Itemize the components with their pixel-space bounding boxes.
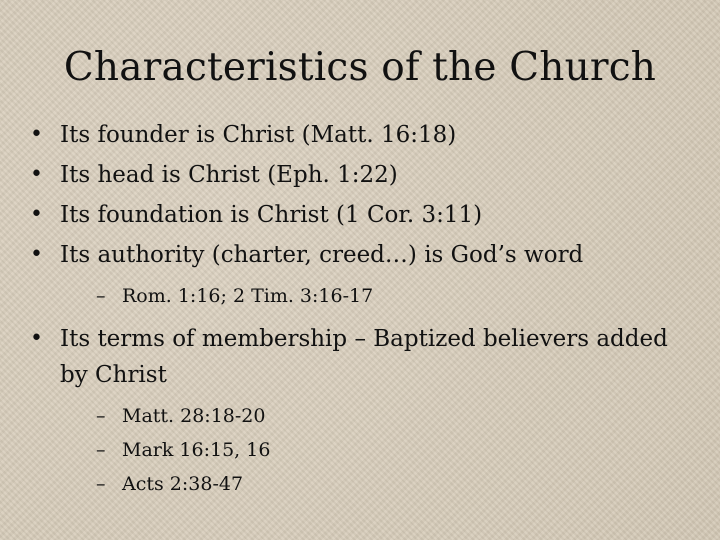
- bullet-text: Its head is Christ (Eph. 1:22): [60, 162, 398, 188]
- sub-item-text: Acts 2:38-47: [122, 473, 244, 495]
- sub-item: [60, 467, 690, 501]
- sub-item-text: Rom. 1:16; 2 Tim. 3:16-17: [122, 285, 374, 307]
- sub-item-text: Matt. 28:18-20: [122, 405, 266, 427]
- slide-body: [30, 117, 690, 509]
- dash-icon: –: [96, 405, 106, 427]
- sub-item: [60, 399, 690, 433]
- sub-item: [60, 279, 690, 313]
- bullet-text: Its founder is Christ (Matt. 16:18): [60, 122, 457, 148]
- bullet-list: [30, 117, 690, 501]
- bullet-item: [30, 117, 690, 153]
- sub-list: [60, 399, 690, 501]
- bullet-icon: •: [30, 202, 43, 227]
- dash-icon: –: [96, 473, 106, 495]
- bullet-text: Its foundation is Christ (1 Cor. 3:11): [60, 202, 483, 228]
- bullet-icon: •: [30, 122, 43, 147]
- bullet-icon: •: [30, 242, 43, 267]
- bullet-icon: •: [30, 326, 43, 351]
- sub-list: [60, 279, 690, 313]
- slide-title: Characteristics of the Church: [63, 45, 657, 90]
- bullet-item: [30, 321, 690, 501]
- bullet-text: Its authority (charter, creed…) is God’s word: [60, 242, 584, 268]
- bullet-item: [30, 237, 690, 313]
- bullet-icon: •: [30, 162, 43, 187]
- bullet-item: [30, 157, 690, 193]
- sub-item: [60, 433, 690, 467]
- bullet-item: [30, 197, 690, 233]
- bullet-text: Its terms of membership – Baptized believers added by Christ: [60, 326, 668, 388]
- dash-icon: –: [96, 439, 106, 461]
- sub-item-text: Mark 16:15, 16: [122, 439, 271, 461]
- dash-icon: –: [96, 285, 106, 307]
